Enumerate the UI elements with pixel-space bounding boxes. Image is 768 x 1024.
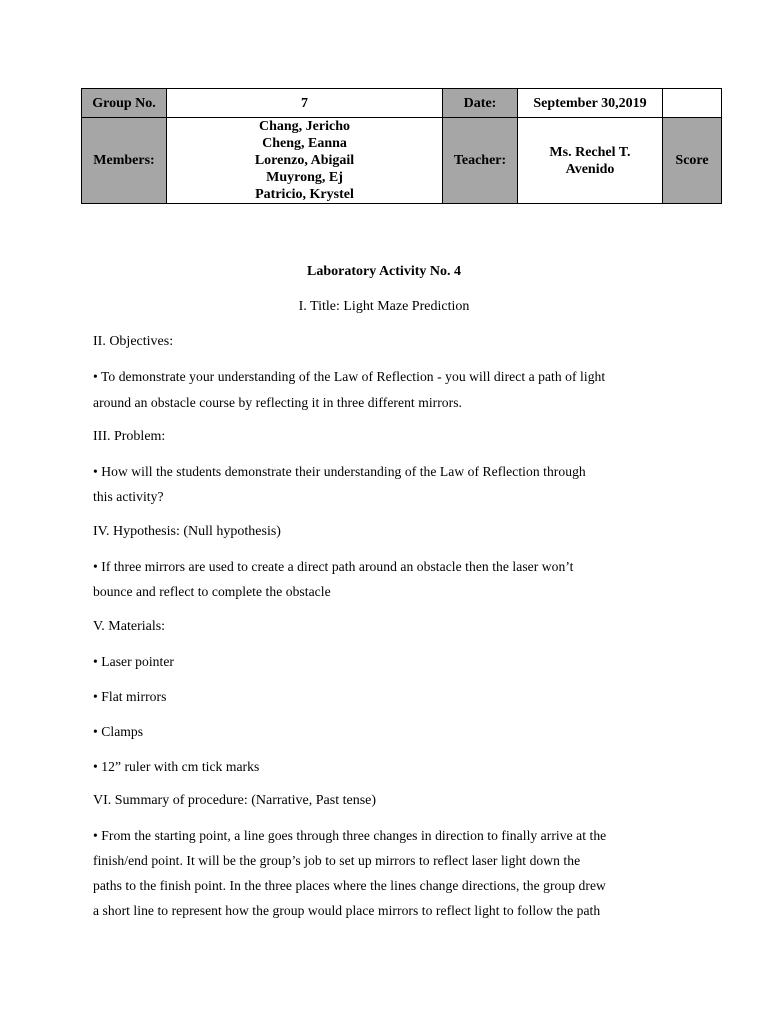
- material-item: • 12” ruler with cm tick marks: [93, 759, 260, 774]
- header-info-table: [81, 88, 722, 204]
- materials-heading: V. Materials:: [93, 619, 166, 634]
- hypothesis-text-line: bounce and reflect to complete the obstacle: [93, 584, 331, 599]
- procedure-heading: VI. Summary of procedure: (Narrative, Past tense): [93, 793, 377, 808]
- member-name: Cheng, Eanna: [262, 136, 347, 151]
- material-item: • Clamps: [93, 724, 144, 739]
- group-value: 7: [167, 89, 443, 118]
- table-row: [82, 118, 722, 204]
- member-name: Patricio, Krystel: [255, 187, 354, 202]
- procedure-text-line: a short line to represent how the group would place mirrors to reflect light to follow the path: [93, 903, 601, 918]
- problem-heading: III. Problem:: [93, 429, 166, 444]
- member-name: Lorenzo, Abigail: [254, 153, 355, 168]
- procedure-text-line: paths to the finish point. In the three places where the lines change directions, the group drew: [93, 878, 606, 893]
- empty-cell: [663, 89, 722, 118]
- procedure-text-line: finish/end point. It will be the group’s job to set up mirrors to reflect laser light down the: [93, 853, 581, 868]
- members-label: Members:: [82, 118, 167, 204]
- score-label: Score: [663, 118, 722, 204]
- hypothesis-heading: IV. Hypothesis: (Null hypothesis): [93, 524, 281, 539]
- document-title: I. Title: Light Maze Prediction: [298, 299, 470, 314]
- date-label: Date:: [443, 89, 518, 118]
- material-item: • Flat mirrors: [93, 689, 167, 704]
- teacher-name-line: Avenido: [565, 161, 615, 177]
- teacher-value: [518, 118, 663, 204]
- teacher-name-line: Ms. Rechel T.: [549, 144, 631, 160]
- member-name: Chang, Jericho: [259, 119, 350, 134]
- hypothesis-text-line: • If three mirrors are used to create a direct path around an obstacle then the laser won’t: [93, 559, 574, 574]
- document-heading: Laboratory Activity No. 4: [307, 264, 461, 279]
- objectives-text-line: • To demonstrate your understanding of the Law of Reflection - you will direct a path of light: [93, 369, 606, 384]
- teacher-label: Teacher:: [443, 118, 518, 204]
- procedure-text-line: • From the starting point, a line goes through three changes in direction to finally arrive at the: [93, 828, 607, 843]
- member-name: Muyrong, Ej: [266, 170, 343, 185]
- material-item: • Laser pointer: [93, 654, 174, 669]
- date-value: September 30,2019: [518, 89, 663, 118]
- members-list: [167, 118, 443, 204]
- problem-text-line: this activity?: [93, 489, 164, 504]
- objectives-heading: II. Objectives:: [93, 334, 174, 349]
- problem-text-line: • How will the students demonstrate their understanding of the Law of Reflection through: [93, 464, 586, 479]
- objectives-text-line: around an obstacle course by reflecting it in three different mirrors.: [93, 395, 463, 410]
- table-row: [82, 89, 722, 118]
- group-label: Group No.: [82, 89, 167, 118]
